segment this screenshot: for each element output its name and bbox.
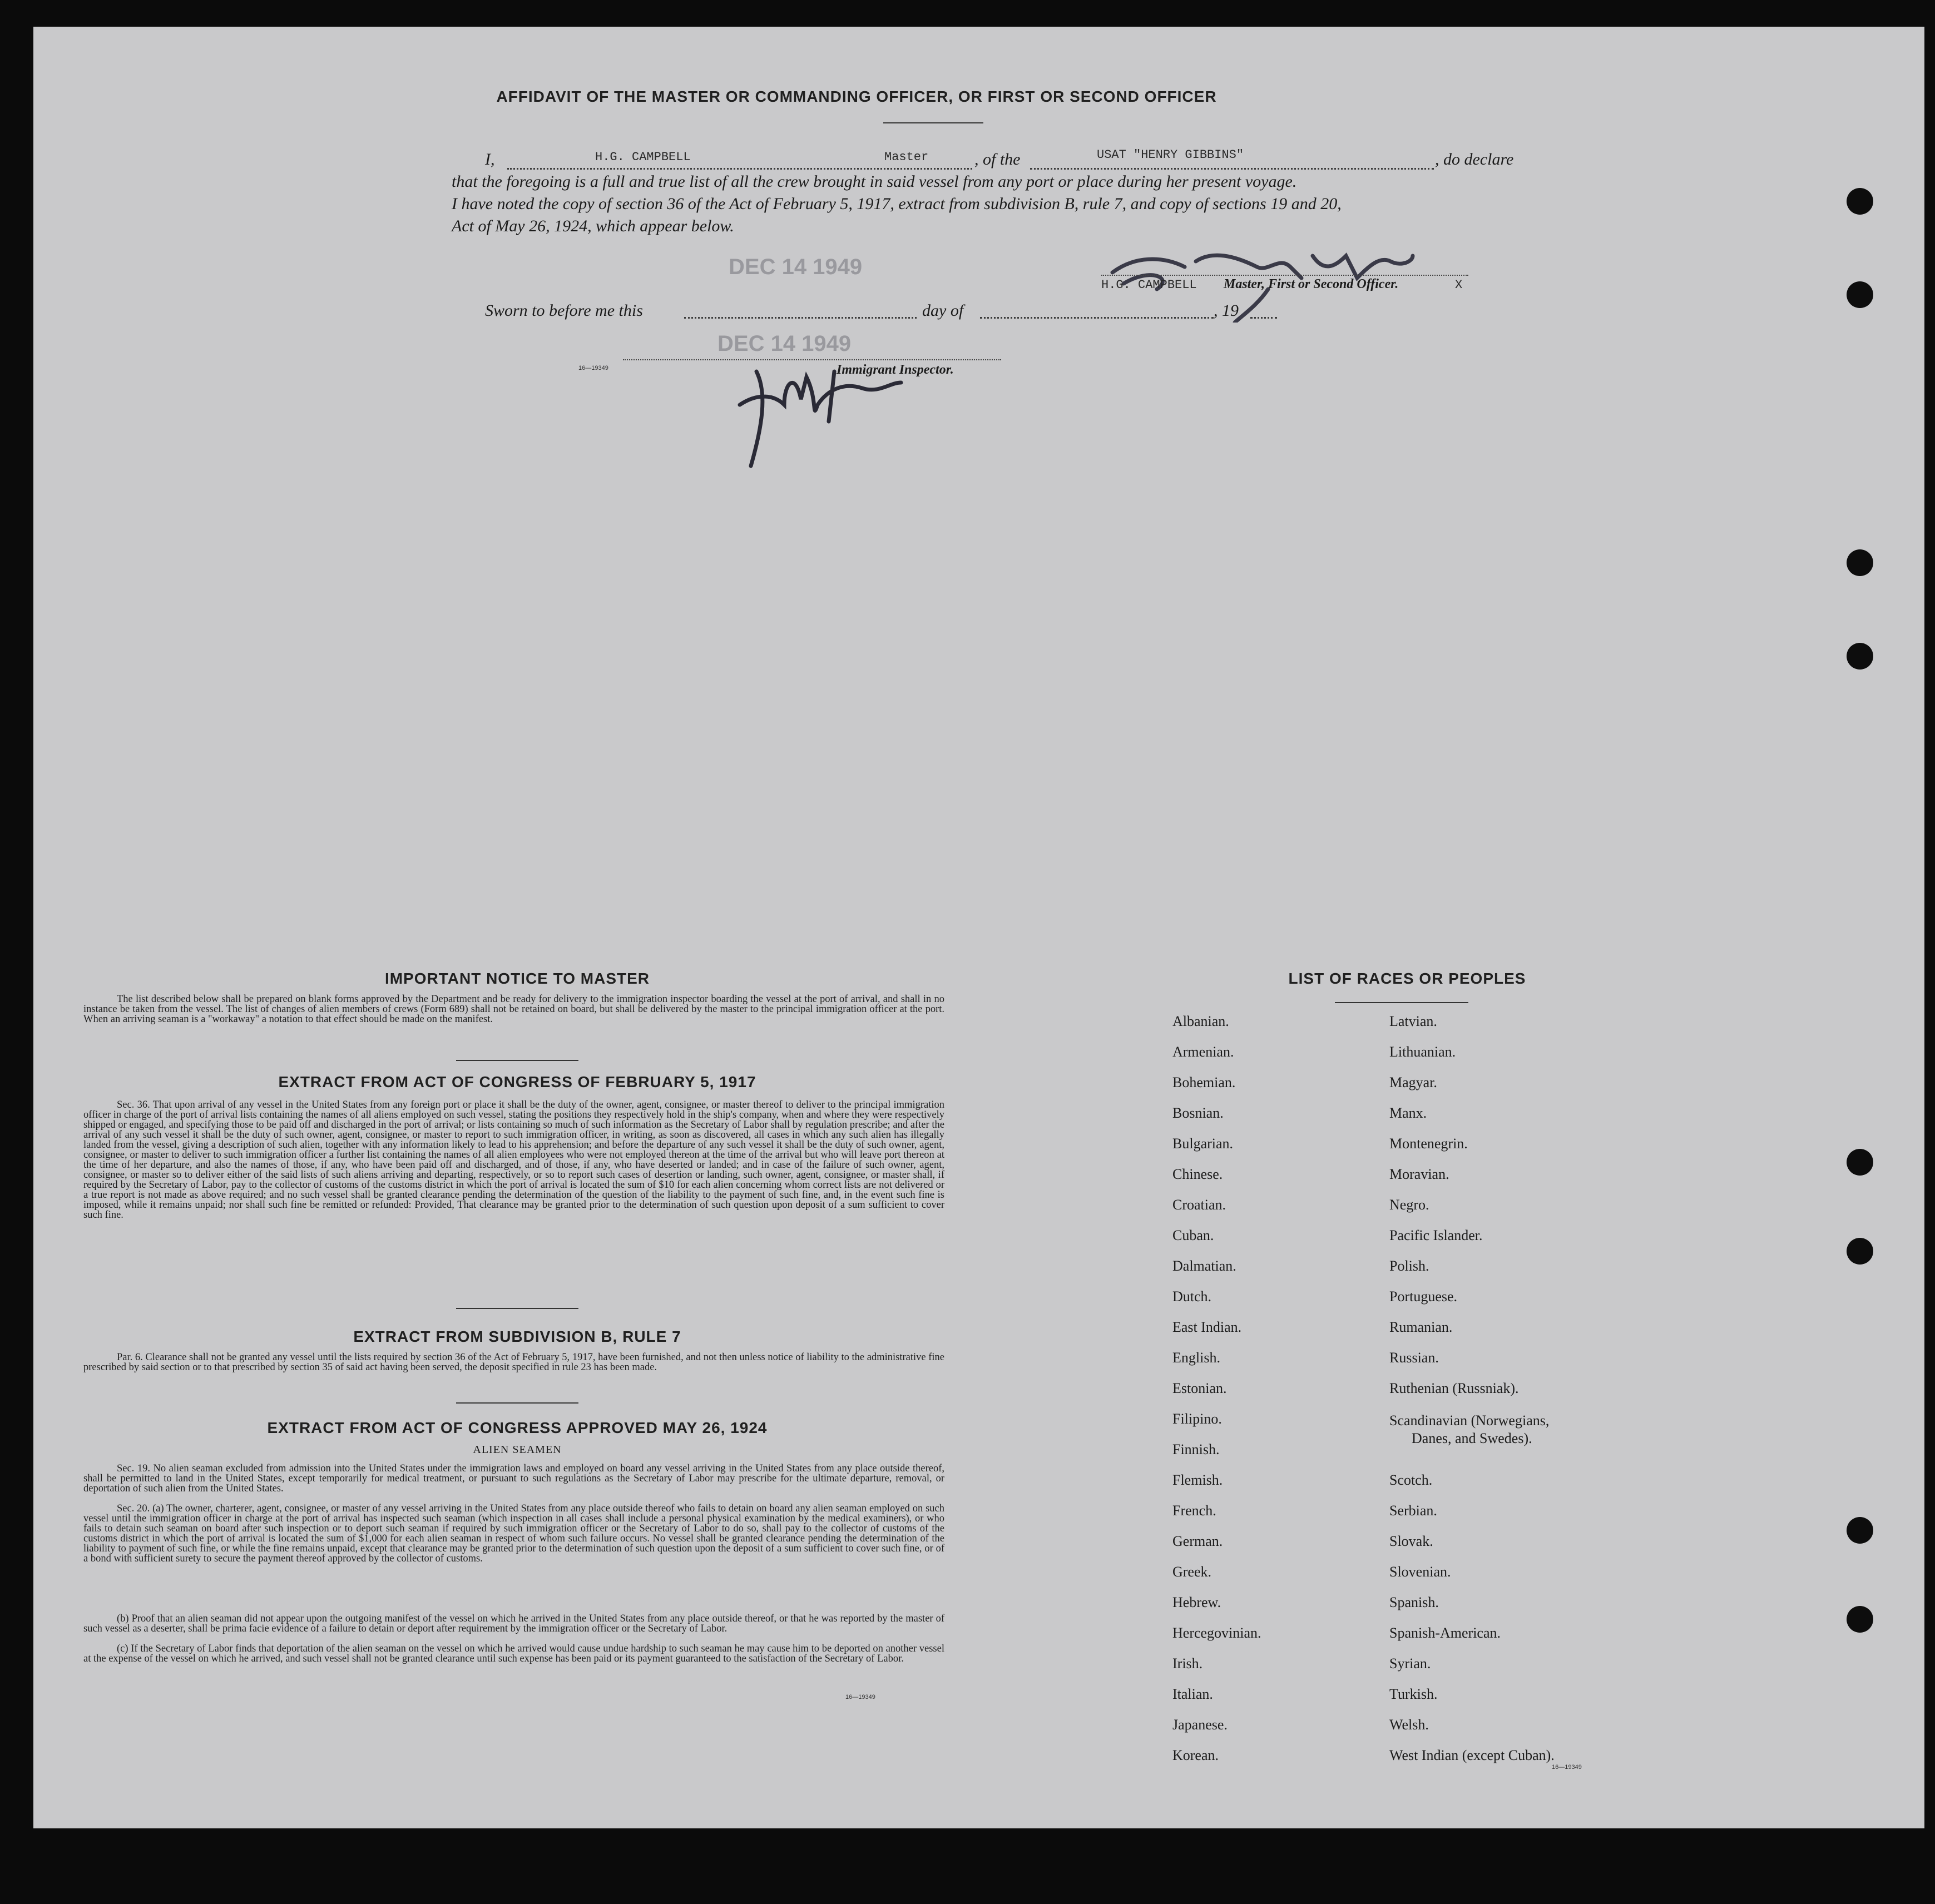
punch-hole bbox=[1847, 643, 1873, 670]
race-item: Hercegovinian. bbox=[1172, 1625, 1261, 1641]
race-item: Scotch. bbox=[1389, 1472, 1433, 1488]
race-item: Finnish. bbox=[1172, 1441, 1220, 1457]
race-item: Syrian. bbox=[1389, 1655, 1431, 1672]
punch-hole bbox=[1847, 1238, 1873, 1265]
race-item: Portuguese. bbox=[1389, 1288, 1458, 1305]
race-item: Cuban. bbox=[1172, 1227, 1214, 1243]
race-item: Spanish-American. bbox=[1389, 1625, 1501, 1641]
sworn-year: , 19 bbox=[1214, 301, 1239, 320]
race-item: Korean. bbox=[1172, 1747, 1219, 1763]
race-item: Manx. bbox=[1389, 1105, 1427, 1121]
punch-hole bbox=[1847, 281, 1873, 308]
race-item: Magyar. bbox=[1389, 1074, 1437, 1090]
race-item: Scandinavian (Norwegians, bbox=[1389, 1412, 1550, 1429]
race-item: Serbian. bbox=[1389, 1503, 1437, 1519]
race-item: Hebrew. bbox=[1172, 1594, 1221, 1610]
race-item: Chinese. bbox=[1172, 1166, 1223, 1182]
sec20a-body: Sec. 20. (a) The owner, charterer, agent, consignee, or master of any vessel arriving in the United States from any place outside thereof who fails to detain on board any alien seaman employed on such vessel until the immigration officer in charge at the port of arrival has inspected such seaman (which inspection in all cases shall include a personal physical examination by the medical examiners), or who fails to detain such seaman on board after such inspection or to deport such seaman if required by such immigration officer or the Secretary of Labor to do so, shall pay to the collector of customs of the customs district in which the port of arrival is located the sum of $1,000 for each alien seaman in respect of whom such failure occurs. No vessel shall be granted clearance pending the determination of the liability to payment of such fine, or while the fine remains unpaid, except that clearance may be granted prior to the determination of such question upon the deposit of a sum sufficient to cover such fine, or of a bond with sufficient surety to secure the payment thereof approved by the collector of customs. bbox=[83, 1503, 944, 1564]
sec19-body: Sec. 19. No alien seaman excluded from admission into the United States under the immigration laws and employed on board any vessel arriving in the United States from any place outside thereof, shall be permitted to land in the United States, except temporarily for medical treatment, or pursuant to such regulations as the Secretary of Labor may prescribe for the ultimate departure, removal, or deportation of such alien from the United States. bbox=[83, 1463, 944, 1494]
race-item: Polish. bbox=[1389, 1258, 1429, 1274]
race-item: Negro. bbox=[1389, 1197, 1429, 1213]
race-item: Ruthenian (Russniak). bbox=[1389, 1380, 1519, 1396]
sec20b-body: (b) Proof that an alien seaman did not appear upon the outgoing manifest of the vessel on which he arrived in the United States from any place outside thereof, or that he was reported by the master of such vessel as a deserter, shall be prima facie evidence of a failure to detain or deport after requirement by the immigration officer or the Secretary of Labor. bbox=[83, 1613, 944, 1634]
race-item: Armenian. bbox=[1172, 1044, 1234, 1060]
master-name: H.G. CAMPBELL bbox=[595, 150, 691, 164]
inspector-signature bbox=[723, 338, 934, 477]
race-item: Spanish. bbox=[1389, 1594, 1439, 1610]
affidavit-line1-i: I, bbox=[485, 150, 495, 168]
form-number: 16—19349 bbox=[578, 365, 608, 371]
race-item: Slovenian. bbox=[1389, 1564, 1451, 1580]
race-item: Estonian. bbox=[1172, 1380, 1227, 1396]
master-rank: Master bbox=[884, 150, 929, 164]
sworn-day-field[interactable] bbox=[684, 316, 917, 319]
race-item: Dalmatian. bbox=[1172, 1258, 1236, 1274]
race-item: English. bbox=[1172, 1350, 1220, 1366]
divider bbox=[456, 1308, 578, 1309]
date-stamp-2: DEC 14 1949 bbox=[717, 331, 852, 356]
signer-suffix: X bbox=[1455, 278, 1463, 292]
race-item: Rumanian. bbox=[1389, 1319, 1453, 1335]
race-item: Moravian. bbox=[1389, 1166, 1449, 1182]
affidavit-of-the: , of the bbox=[974, 150, 1021, 168]
notice-title: IMPORTANT NOTICE TO MASTER bbox=[384, 970, 650, 987]
subdiv-b-body: Par. 6. Clearance shall not be granted any vessel until the lists required by section 36 of the Act of February 5, 1917, have been furnished, and not then unless notice of liability to the administrative fine prescribed by said section or to that prescribed by section 35 of said act having been served, the deposit specified in rule 23 has been made. bbox=[83, 1352, 944, 1373]
notice-body: The list described below shall be prepared on blank forms approved by the Department and be ready for delivery to the immigration inspector boarding the vessel at the port of arrival, and shall in no instance be taken from the vessel. The list of changes of alien members of crews (Form 689) shall not be retained on board, but shall be delivered by the master to the principal immigration officer at the port. When an arriving seaman is a "workaway" a notation to that effect should be made on the manifest. bbox=[83, 994, 944, 1025]
race-item: East Indian. bbox=[1172, 1319, 1242, 1335]
race-item: West Indian (except Cuban). bbox=[1389, 1747, 1555, 1763]
signer-caption: Master, First or Second Officer. bbox=[1224, 277, 1399, 291]
race-item: Bulgarian. bbox=[1172, 1136, 1234, 1152]
affidavit-line2: that the foregoing is a full and true list of all the crew brought in said vessel from any port or place during her present voyage. bbox=[452, 172, 1297, 191]
divider bbox=[456, 1402, 578, 1404]
race-item: Flemish. bbox=[1172, 1472, 1223, 1488]
affidavit-do-declare: , do declare bbox=[1435, 150, 1514, 168]
inspector-caption: Immigrant Inspector. bbox=[837, 363, 954, 377]
race-item: Bohemian. bbox=[1172, 1074, 1236, 1090]
race-item: Japanese. bbox=[1172, 1717, 1228, 1733]
divider bbox=[883, 122, 983, 123]
subdiv-b-title: EXTRACT FROM SUBDIVISION B, RULE 7 bbox=[353, 1328, 681, 1345]
sec20c-body: (c) If the Secretary of Labor finds that deportation of the alien seaman on the vessel on which he arrived would cause undue hardship to such seaman he may cause him to be deported on another vessel at the expense of the vessel on which he arrived, and such vessel shall not be granted clearance until such expense has been paid or its payment guaranteed to the satisfaction of the Secretary of Labor. bbox=[83, 1643, 944, 1664]
sworn-month-field[interactable] bbox=[980, 316, 1214, 319]
affidavit-title: AFFIDAVIT OF THE MASTER OR COMMANDING OFFICER, OR FIRST OR SECOND OFFICER bbox=[496, 88, 1217, 105]
signer-typed-name: H.G. CAMPBELL bbox=[1101, 278, 1197, 292]
date-stamp: DEC 14 1949 bbox=[729, 255, 863, 279]
race-item: Pacific Islander. bbox=[1389, 1227, 1483, 1243]
sworn-day-of: day of bbox=[922, 301, 964, 320]
affidavit-line4: Act of May 26, 1924, which appear below. bbox=[452, 217, 734, 235]
race-item: Russian. bbox=[1389, 1350, 1439, 1366]
race-item: Albanian. bbox=[1172, 1013, 1229, 1029]
race-item: Irish. bbox=[1172, 1655, 1203, 1672]
race-item: Filipino. bbox=[1172, 1411, 1222, 1427]
vessel-name: USAT "HENRY GIBBINS" bbox=[1097, 148, 1244, 162]
document-sheet bbox=[33, 27, 1924, 1828]
punch-hole bbox=[1847, 188, 1873, 215]
race-item: Dutch. bbox=[1172, 1288, 1212, 1305]
race-item: Montenegrin. bbox=[1389, 1136, 1468, 1152]
sworn-year-field[interactable] bbox=[1250, 316, 1277, 319]
race-item: Danes, and Swedes). bbox=[1412, 1430, 1532, 1446]
sworn-prefix: Sworn to before me this bbox=[485, 301, 643, 320]
extract-1924-subtitle: ALIEN SEAMEN bbox=[473, 1444, 562, 1456]
race-item: German. bbox=[1172, 1533, 1223, 1549]
punch-hole bbox=[1847, 1606, 1873, 1633]
race-item: Italian. bbox=[1172, 1686, 1213, 1702]
extract-1917-body: Sec. 36. That upon arrival of any vessel in the United States from any foreign port or place it shall be the duty of the owner, agent, consignee, or master thereof to deliver to the principal immigration officer in charge of the port of arrival lists containing the names of all aliens employed on such vessel, stating the positions they respectively hold in the ship's company, when and where they were respectively shipped or engaged, and specifying those to be paid off and discharged in the port of arrival; or lists containing so much of such information as the Secretary of Labor shall by regulation prescribe; and after the arrival of any such vessel it shall be the duty of such owner, agent, consignee, or master to report to such immigration officer, in writing, as soon as discovered, all cases in which any such alien has illegally landed from the vessel, giving a description of such alien, together with any information likely to lead to his apprehension; and before the departure of any such vessel it shall be the duty of such owner, agent, consignee, or master to deliver to such immigration officer a further list containing the names of all alien employees who were not employed thereon at the time of the arrival but who will leave port thereon at the time of her departure, and also the names of those, if any, who have been paid off and discharged, and of those, if any, who have deserted or landed; and in case of the failure of such owner, agent, consignee, or master so to deliver either of the said lists of such aliens arriving and departing, respectively, or so to report such cases of desertion or landing, such owner, agent, consignee, or master shall, if required by the Secretary of Labor, pay to the collector of customs of the customs district in which the port of arrival is located the sum of $10 for each alien concerning whom correct lists are not delivered or a true report is not made as above required; and no such vessel shall be granted clearance pending the determination of the question of the liability to the payment of such fine, and, in the event such fine is imposed, while it remains unpaid; nor shall such fine be remitted or refunded: Provided, That clearance may be granted prior to the determination of such question upon deposit of a sum sufficient to cover such fine. bbox=[83, 1099, 944, 1221]
punch-hole bbox=[1847, 549, 1873, 576]
race-item: French. bbox=[1172, 1503, 1216, 1519]
divider bbox=[456, 1060, 578, 1061]
races-title: LIST OF RACES OR PEOPLES bbox=[1288, 970, 1526, 987]
divider bbox=[1335, 1002, 1468, 1003]
extract-1917-title: EXTRACT FROM ACT OF CONGRESS OF FEBRUARY 5, 1917 bbox=[278, 1073, 756, 1090]
extract-1924-title: EXTRACT FROM ACT OF CONGRESS APPROVED MAY 26, 1924 bbox=[267, 1419, 768, 1436]
form-number: 16—19349 bbox=[1552, 1764, 1582, 1771]
punch-hole bbox=[1847, 1149, 1873, 1176]
race-item: Turkish. bbox=[1389, 1686, 1438, 1702]
race-item: Greek. bbox=[1172, 1564, 1212, 1580]
race-item: Lithuanian. bbox=[1389, 1044, 1456, 1060]
punch-hole bbox=[1847, 1517, 1873, 1544]
affidavit-line3: I have noted the copy of section 36 of the Act of February 5, 1917, extract from subdivision B, rule 7, and copy of sections 19 and 20, bbox=[452, 195, 1342, 213]
signature-line bbox=[1101, 275, 1468, 276]
race-item: Bosnian. bbox=[1172, 1105, 1224, 1121]
race-item: Latvian. bbox=[1389, 1013, 1437, 1029]
form-number: 16—19349 bbox=[845, 1694, 875, 1700]
race-item: Croatian. bbox=[1172, 1197, 1226, 1213]
race-item: Slovak. bbox=[1389, 1533, 1433, 1549]
race-item: Welsh. bbox=[1389, 1717, 1429, 1733]
